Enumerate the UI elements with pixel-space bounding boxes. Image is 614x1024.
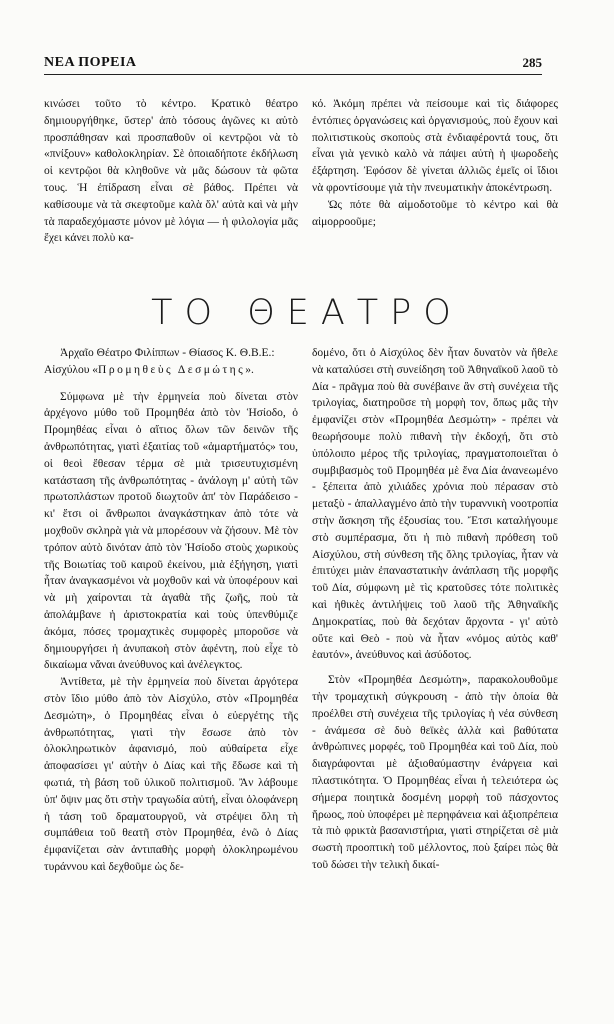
body-right-column — [312, 345, 558, 874]
review-heading-end: ». — [245, 363, 254, 376]
running-header — [44, 50, 542, 75]
paragraph: κό. Ἀκόμη πρέπει νὰ πείσουμε καὶ τὶς διάφορες ἐντόπιες ὀργανώσεις καὶ ὀργανισμούς, ποὺ ἔχουν καὶ πολιτιστικοὺς σκοποὺς στὰ ἐνδιαφέροντά τους, ὅτι εἶναι γιὰ γενικὸ καλὸ νὰ πάψει αὐτὴ ἡ ψωροδεὴς ἐξάρτηση. Ἐφόσον δὲ γίνεται ἀλλιῶς ἐμεῖς οἱ ἴδιοι νὰ φροντίσουμε γιὰ τὴν πνευματικὴν ἀποκέντρωση. — [312, 98, 558, 194]
journal-title: ΝΕΑ ΠΟΡΕΙΑ — [44, 55, 137, 70]
review-heading-venue: Ἀρχαῖο Θέατρο Φιλίππων - Θίασος Κ. Θ.Β.Ε.: Αἰσχύλου « — [44, 347, 275, 376]
review-heading — [44, 345, 298, 379]
review-heading-play: Προμηθεὺς Δεσμώτης — [98, 363, 246, 376]
paragraph: κινώσει τοῦτο τὸ κέντρο. Κρατικὸ θέατρο δημιουργήθηκε, ὕστερ' ἀπὸ τόσους ἀγῶνες κι αὐτὸ προσπάθησαν καὶ προσπαθοῦν οἱ κεντρῷοι νὰ τὸ «πνίξουν» καθολοκληρίαν. Σὲ ὁποιαδήποτε ἐκδήλωση οἱ κεντρῷοι θὰ κληθοῦνε νὰ μᾶς δώσουν τὰ φῶτα τους. Ἡ ἐπίδραση εἶναι σὲ βάθος. Πρέπει νὰ καθίσουμε νὰ τὰ σκεφτοῦμε καλὰ ὅλ' αὐτὰ καὶ νὰ μὴν τὰ παραδεχόμαστε μόνον μὲ λόγια — ἡ φιλολογία μᾶς ἔχει κάνει πολὺ κα- — [44, 98, 298, 245]
paragraph: Ὡς πότε θὰ αἱμοδοτοῦμε τὸ κέντρο καὶ θὰ αἱμορροοῦμε; — [312, 198, 558, 228]
paragraph: δομένο, ὅτι ὁ Αἰσχύλος δὲν ἦταν δυνατὸν νὰ ἤθελε νὰ καταλύσει στὴ συνείδηση τοῦ Ἀθηναϊκοῦ λαοῦ τὸ Δία - πρᾶγμα ποὺ θὰ συνέβαινε ἂν στὴ συνέχεια τῆς τριλογίας, διατηροῦσε τὴ μορφὴ τον, ὅπως μᾶς τὴν ἐμφανίζει στὸν «Προμηθέα Δεσμώτη» - πρέπει νὰ θεωρήσουμε πολὺ πιθανὴ τὴν ἐκδοχή, ὅτι στὸ ὑπόλοιπο μέρος τῆς τριλογίας, πραγματοποιεῖται ὁ συμβιβασμὸς τοῦ Προμηθέα μὲ ἕνα Δία ἀνανεωμένο - ξέπειτα ἀπὸ χιλιάδες χρόνια ποὺ πέρασαν στὸ μεταξὺ - ἀπαλλαγμένο ἀπὸ τὴν τυραννικὴ νοοτροπία στὴν ἄσκηση τῆς ἐξουσίας του. Ἔτσι καταλήγουμε στὸ συμπέρασμα, ὅτι ἡ πιὸ πιθανὴ πρόθεση τοῦ Αἰσχύλου, στὴ σύνθεση τῆς ὅλης τριλογίας, ἦταν νὰ ἐπιτύχει μιὰν ἐπαναστατικὴν ἀνάπλαση τῆς μορφῆς τοῦ Δία, σύμφωνη μὲ τὶς κρατοῦσες τότε πολιτικὲς καὶ ἠθικὲς ἀντιλήψεις τοῦ λαοῦ τῆς Ἀθηναϊκῆς Δημοκρατίας, ποὺ θὰ δεχόταν ἄρχοντα - γι' αὐτὸ οὔτε καὶ Θεὸ - ποὺ νὰ ἦταν «νόμος αὐτὸς καθ' ἑαυτόν», ἀνεύθυνος καὶ ἀσύδοτος. — [312, 347, 558, 662]
page-number: 285 — [522, 55, 542, 70]
paragraph: Σύμφωνα μὲ τὴν ἑρμηνεία ποὺ δίνεται στὸν ἀρχέγονο μύθο τοῦ Προμηθέα ἀπὸ τὸν Ἡσίοδο, ὁ Προμηθέας εἶναι ὁ αἴτιος ὅλων τῶν δεινῶν τῆς ἀνθρωπότητας, γιατὶ ἐξαιτίας τοῦ «ἁμαρτήματός» του, οἱ θεοὶ ἔθεσαν τέρμα σὲ μιὰ τρισευτυχισμένη κατάσταση τῆς ἀνθρωπότητας - ἀνάλογη μ' αὐτὴ τῶν πρωτοπλάστων προτοῦ διωχτοῦν ἀπ' τὸν Παράδεισο - κι' ἔτσι οἱ ἄνθρωποι ἀναγκάστηκαν ἀπὸ τότε νὰ μοχθοῦν σκληρὰ γιὰ νὰ μπορέσουν νὰ ζήσουν. Μὲ τὸν τρόπον αὐτὸ δινόταν ἀπὸ τὸν Ἡσίοδο στοὺς χωρικοὺς τῆς Βοιωτίας τοῦ καιροῦ ἐκείνου, μιὰ ἐξήγηση, γιατὶ ἦταν ἀναγκασμένοι νὰ μοχθοῦν καὶ νὰ ὑποφέρουν καὶ νὰ μὴ χαίρονται τὰ ἀγαθὰ τῆς ζωῆς, ποὺ τὰ ἀπολάμβανε ἡ ἀριστοκρατία καὶ τοὺς ὑπενθύμιζε ἀκόμα, πόσες τρομαχτικὲς συμφορὲς μποροῦσε νὰ δημιουργήσει ἡ ἀνυπακοὴ στὸν ἀφέντη, ποὺ εἶχε τὸ δικαίωμα νἄναι ἀνεύθυνος καὶ ἀνέλεγκτος. — [44, 390, 298, 672]
body-left-column — [44, 345, 298, 876]
top-right-column — [312, 96, 558, 230]
paragraph: Ἀντίθετα, μὲ τὴν ἑρμηνεία ποὺ δίνεται ἀργότερα στὸν ἴδιο μύθο ἀπὸ τὸν Αἰσχύλο, στὸν «Προμηθέα Δεσμώτη», ὁ Προμηθέας εἶναι ὁ εὐεργέτης τῆς ἀνθρωπότητας, γιατὶ τὴν ἔσωσε ἀπὸ τὸν ὁλοκληρωτικὸν ἀφανισμό, ποὺ αὐθαίρετα εἶχε ἀποφασίσει γι' αὐτὴν ὁ Δίας καὶ τῆς ἔδωσε καὶ τὴ φωτιά, τὴ βάση τοῦ ὑλικοῦ πολιτισμοῦ. Ἂν λάβουμε ὑπ' ὄψιν μας ὅτι στὴν τραγωδία αὐτή, εἶναι ὁλοφάνερη ἡ τάση τοῦ δραματουργοῦ, νὰ στρέψει ὅλη τὴ συμπάθεια τοῦ θεατῆ στὸν Προμηθέα, ἐνῶ ὁ Δίας ἐμφανίζεται σὰν ἀντιπαθὴς μορφὴ ὁλοκληρωμένου τυράννου καὶ δεχθοῦμε ὡς δε- — [44, 676, 298, 873]
top-left-column — [44, 96, 298, 247]
paragraph: Στὸν «Προμηθέα Δεσμώτη», παρακολουθοῦμε τὴν τρομαχτικὴ σύγκρουση - ἀπὸ τὴν ὁποία θὰ προέλθει στὴ συνέχεια τῆς τριλογίας ἡ νέα σύνθεση - ἀνάμεσα σὲ δυὸ θεϊκὲς ἀλλὰ καὶ βαθύτατα ἀνθρώπινες μορφές, τοῦ Προμηθέα καὶ τοῦ Δία, ποὺ διαγράφονται μὲ ἀξιοθαύμαστην ἐνάργεια καὶ πλαστικότητα. Ὁ Προμηθέας εἶναι ἡ τελειότερα ὡς σήμερα ποιητικὰ δοσμένη μορφὴ τοῦ πάσχοντος ἥρωος, ποὺ ὑποφέρει μὲ περηφάνεια καὶ ἀξιοπρέπεια τὰ πιὸ φρικτὰ βασανιστήρια, γιατὶ στηρίζεται σὲ μιὰ σωστὴ προοπτικὴ τοῦ μέλλοντος, ποὺ ξαίρει πὼς θὰ τοῦ δώσει τὴν τελικὴ δικαί- — [312, 674, 558, 871]
section-title: ΤΟ ΘΕΑΤΡΟ — [151, 293, 463, 333]
